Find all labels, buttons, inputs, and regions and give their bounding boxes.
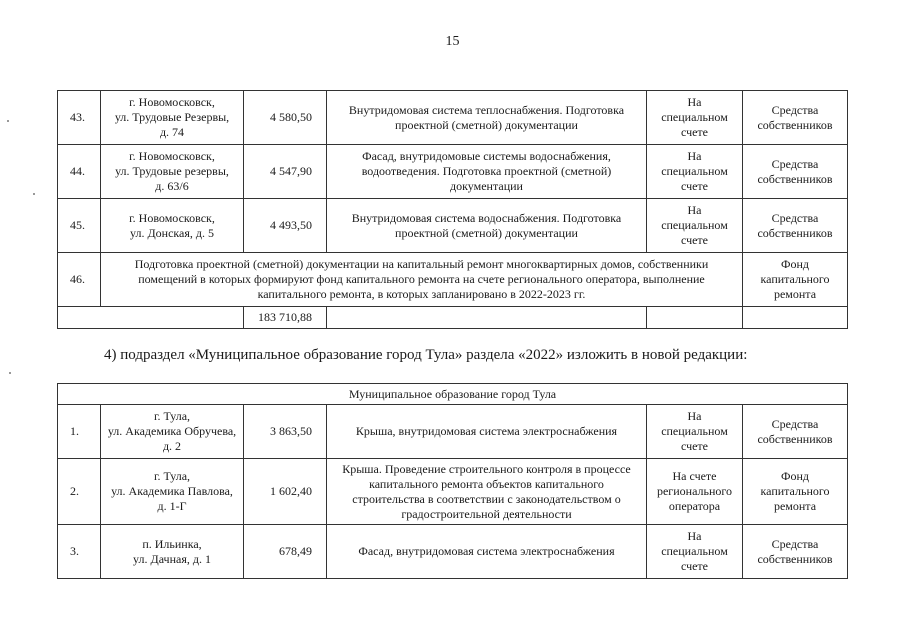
amount-cell: 3 863,50 [244, 405, 327, 459]
account-type-cell: На специальном счете [647, 525, 743, 579]
row-number: 3. [58, 525, 101, 579]
work-description-cell: Фасад, внутридомовые системы водоснабжения, водоотведения. Подготовка проектной (сметной) документации [327, 145, 647, 199]
table-row [58, 145, 848, 199]
scan-artifact [33, 193, 35, 195]
work-description-cell: Подготовка проектной (сметной) документации на капитальный ремонт многоквартирных домов, собственники помещений в которых формируют фонд капитального ремонта на счете регионального оператора, выполнение капитального ремонта, в которых запланировано в 2022-2023 гг. [101, 253, 743, 307]
account-type-cell: На счете регионального оператора [647, 459, 743, 525]
row-number: 46. [58, 253, 101, 307]
total-amount-cell: 183 710,88 [244, 307, 327, 329]
table-row [58, 525, 848, 579]
work-description-cell: Внутридомовая система теплоснабжения. Подготовка проектной (сметной) документации [327, 91, 647, 145]
work-description-cell: Крыша, внутридомовая система электроснабжения [327, 405, 647, 459]
address-cell: п. Ильинка, ул. Дачная, д. 1 [101, 525, 244, 579]
funding-source-cell: Средства собственников [743, 145, 848, 199]
account-type-cell: На специальном счете [647, 145, 743, 199]
amount-cell: 1 602,40 [244, 459, 327, 525]
work-description-cell: Крыша. Проведение строительного контроля в процессе капитального ремонта объектов капитального строительства в соответствии с законодательством о градостроительной деятельности [327, 459, 647, 525]
work-description-cell: Фасад, внутридомовая система электроснабжения [327, 525, 647, 579]
empty-cell [327, 307, 647, 329]
amount-cell: 4 580,50 [244, 91, 327, 145]
address-cell: г. Новомосковск, ул. Трудовые Резервы, д. 74 [101, 91, 244, 145]
section-heading: 4) подраздел «Муниципальное образование город Тула» раздела «2022» изложить в новой редакции: [104, 347, 748, 363]
address-cell: г. Тула, ул. Академика Обручева, д. 2 [101, 405, 244, 459]
scan-artifact [9, 372, 11, 374]
row-number: 45. [58, 199, 101, 253]
total-label-cell [58, 307, 244, 329]
account-type-cell: На специальном счете [647, 405, 743, 459]
empty-cell [647, 307, 743, 329]
funding-source-cell: Средства собственников [743, 199, 848, 253]
funding-source-cell: Средства собственников [743, 405, 848, 459]
table-row [58, 459, 848, 525]
work-description-cell: Внутридомовая система водоснабжения. Подготовка проектной (сметной) документации [327, 199, 647, 253]
funding-source-cell: Фонд капитального ремонта [743, 253, 848, 307]
funding-source-cell: Средства собственников [743, 91, 848, 145]
empty-cell [743, 307, 848, 329]
table-row [58, 199, 848, 253]
funding-source-cell: Средства собственников [743, 525, 848, 579]
repair-table-tula [57, 383, 848, 579]
row-number: 43. [58, 91, 101, 145]
row-number: 2. [58, 459, 101, 525]
account-type-cell: На специальном счете [647, 199, 743, 253]
table-row [58, 405, 848, 459]
table-row [58, 91, 848, 145]
total-row [58, 307, 848, 329]
address-cell: г. Новомосковск, ул. Донская, д. 5 [101, 199, 244, 253]
table-row [58, 253, 848, 307]
amount-cell: 4 493,50 [244, 199, 327, 253]
municipality-header: Муниципальное образование город Тула [58, 384, 848, 405]
repair-table-novomoskovsk [57, 90, 848, 329]
funding-source-cell: Фонд капитального ремонта [743, 459, 848, 525]
address-cell: г. Тула, ул. Академика Павлова, д. 1-Г [101, 459, 244, 525]
account-type-cell: На специальном счете [647, 91, 743, 145]
row-number: 44. [58, 145, 101, 199]
row-number: 1. [58, 405, 101, 459]
amount-cell: 4 547,90 [244, 145, 327, 199]
scan-artifact [7, 120, 9, 122]
amount-cell: 678,49 [244, 525, 327, 579]
page-number: 15 [445, 34, 460, 49]
address-cell: г. Новомосковск, ул. Трудовые резервы, д. 63/6 [101, 145, 244, 199]
